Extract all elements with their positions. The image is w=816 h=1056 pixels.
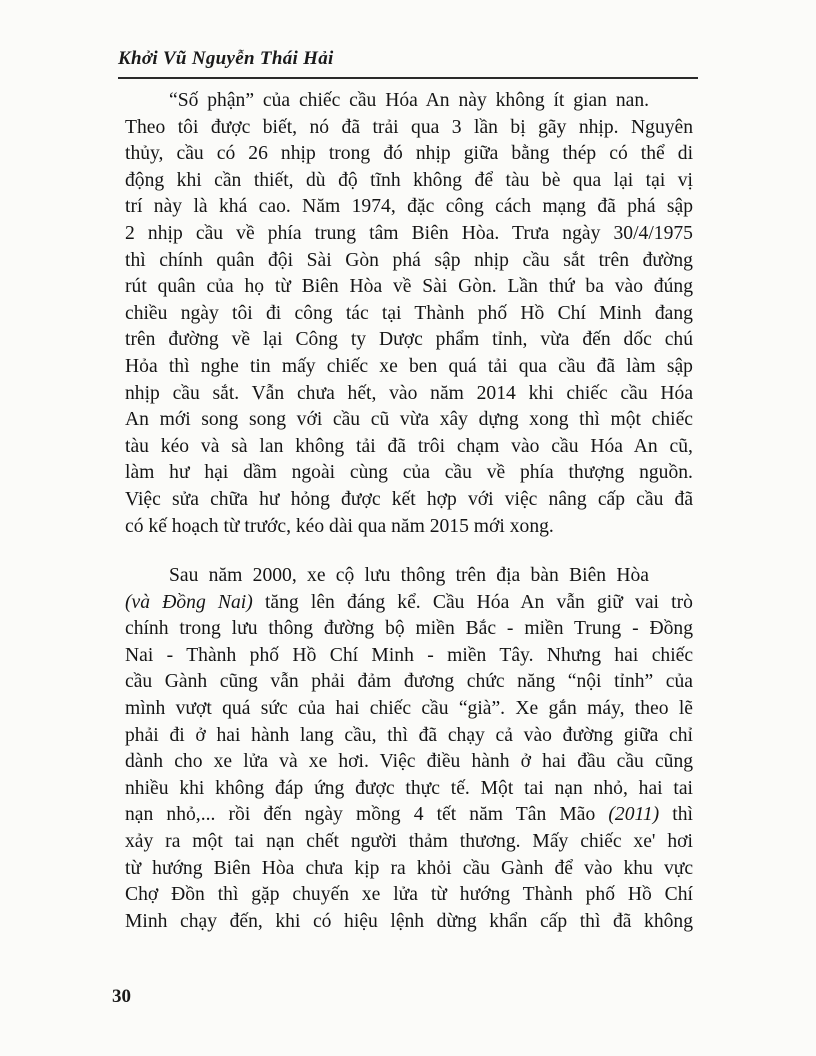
text-line: tàu kéo và sà lan không tải đã trôi chạm vào cầu Hóa An cũ, [125,435,693,457]
text-line: “Số phận” của chiếc cầu Hóa An này không ít gian nan. [169,90,650,111]
text-line: trí này là khá cao. Năm 1974, đặc công cách mạng đã phá sập [125,196,694,218]
text-line: chiều ngày tôi đi công tác tại Thành phố Hồ Chí Minh đang [125,302,693,324]
text-line [125,563,693,590]
text-line: Hỏa thì nghe tin mấy chiếc xe ben quá tải qua cầu đã làm sập [125,355,693,377]
text-line: từ hướng Biên Hòa chưa kịp ra khỏi cầu Gành để vào khu vực [125,857,694,879]
text-line: Minh chạy đến, khi có hiệu lệnh dừng khẩn cấp thì đã không [125,910,694,932]
text-line: Nai - Thành phố Hồ Chí Minh - miền Tây. Nhưng hai chiếc [125,644,694,666]
text-line [125,802,693,829]
text-line: thủy, cầu có 26 nhịp trong đó nhịp giữa bằng thép có thể di [125,143,694,165]
text-line [125,590,693,617]
text-line: động khi cần thiết, dù độ tĩnh không để tàu bè qua lại tại vị [125,169,693,191]
paragraph-2 [125,563,693,935]
text-line: An mới song song với cầu cũ vừa xây dựng xong thì một chiếc [125,409,693,431]
text-line: xảy ra một tai nạn chết người thảm thương. Mấy chiếc xe' hơi [125,831,693,853]
text-line: 2 nhịp cầu về phía trung tâm Biên Hòa. Trưa ngày 30/4/1975 [125,222,693,244]
text-line: trên đường về lại Công ty Dược phẩm tỉnh, vừa đến dốc chú [125,329,693,351]
text-line: Việc sửa chữa hư hỏng được kết hợp với việc nâng cấp cầu đã [125,488,694,510]
text-line: có kế hoạch từ trước, kéo dài qua năm 2015 mới xong. [125,515,554,537]
text-line: cầu Gành cũng vẫn phải đảm đương chức năng “nội tỉnh” của [125,671,693,693]
italic-phrase-year: (2011) [608,804,660,826]
text-line: dành cho xe lửa và xe hơi. Việc điều hành ở hai đầu cầu cũng [125,751,694,773]
italic-phrase-dong-nai: (và Đồng Nai) [125,591,253,613]
header-divider [118,77,698,79]
text-line: nhịp cầu sắt. Vẫn chưa hết, vào năm 2014 khi chiếc cầu Hóa [125,382,694,404]
text-line: Chợ Đồn thì gặp chuyến xe lửa từ hướng Thành phố Hồ Chí [125,884,693,906]
text-line: phải đi ở hai hành lang cầu, thì đã chạy cả vào đường giữa chỉ [125,724,693,746]
paragraph-1 [125,88,693,540]
text-segment: Sau năm 2000, xe cộ lưu thông trên địa bàn Biên Hòa [169,565,649,587]
text-line: làm hư hại dầm ngoài cùng của cầu về phía thượng nguồn. [125,462,693,484]
text-line: rút quân của họ từ Biên Hòa về Sài Gòn. Lần thứ ba vào đúng [125,276,693,298]
text-line: thì chính quân đội Sài Gòn phá sập nhịp cầu sắt trên đường [125,249,693,271]
running-header-title: Khởi Vũ Nguyễn Thái Hải [118,48,334,69]
text-segment: nạn nhỏ,... rồi đến ngày mồng 4 tết năm Tân Mão [125,804,596,826]
text-segment: tăng lên đáng kể. Cầu Hóa An vẫn giữ vai trò [264,591,693,613]
text-line: mình vượt quá sức của hai chiếc cầu “già”. Xe gắn máy, theo lẽ [125,698,693,720]
text-line: Theo tôi được biết, nó đã trải qua 3 lần bị gãy nhịp. Nguyên [125,116,694,138]
text-segment: thì [672,804,693,826]
body-text [125,88,693,935]
text-line: nhiều khi không đáp ứng được thực tế. Một tai nạn nhỏ, hai tai [125,777,693,799]
page-number: 30 [112,986,131,1007]
text-line: chính trong lưu thông đường bộ miền Bắc - miền Trung - Đồng [125,618,694,640]
